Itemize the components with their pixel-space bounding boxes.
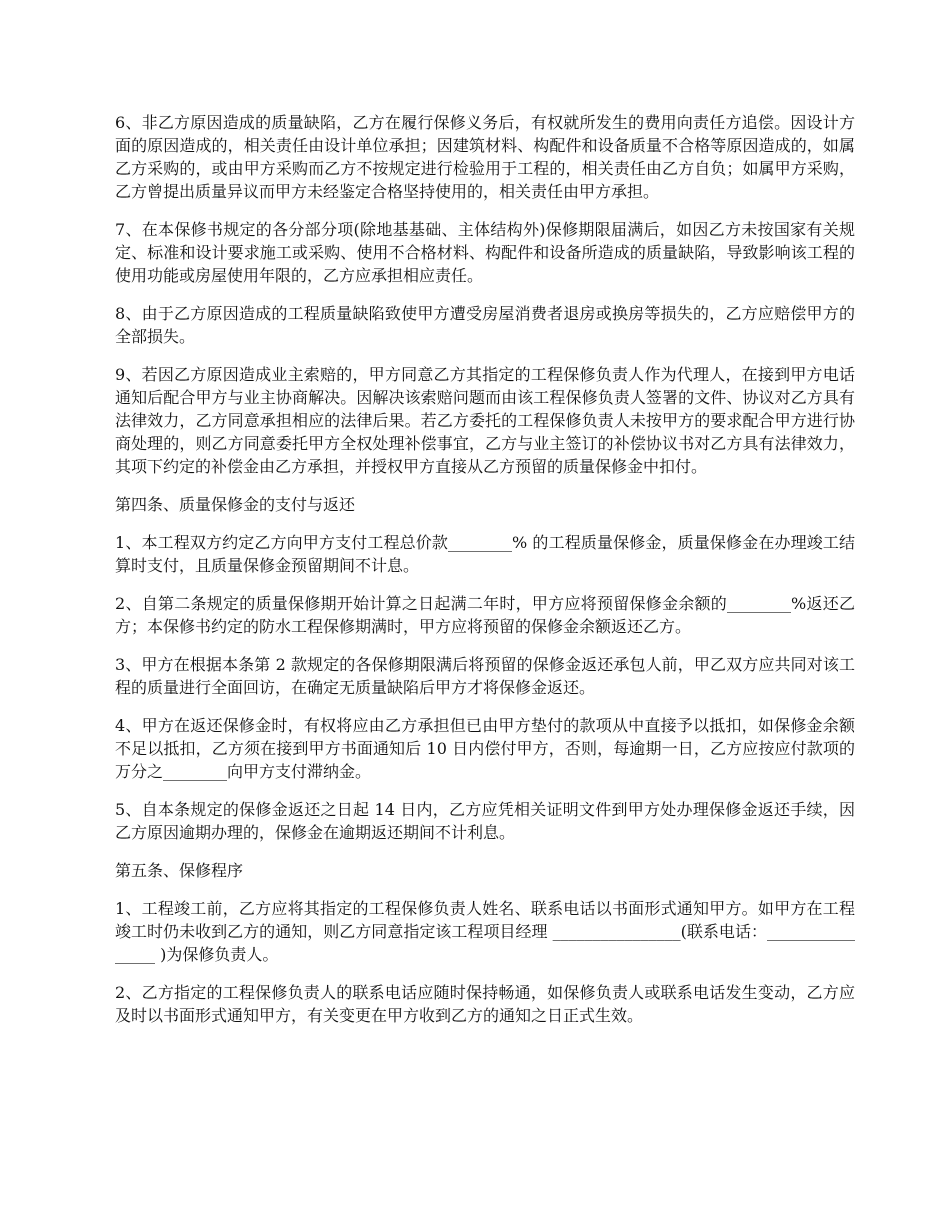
article-5-item-1: 1、工程竣工前，乙方应将其指定的工程保修负责人姓名、联系电话以书面形式通知甲方。如甲方在工程竣工时仍未收到乙方的通知，则乙方同意指定该工程项目经理 ________________(联系电话：________________ )为保修负责人。 [115,899,855,964]
article-4-heading: 第四条、质量保修金的支付与返还 [115,495,356,514]
clause-7-paragraph: 7、在本保修书规定的各分部分项(除地基基础、主体结构外)保修期限届满后，如因乙方未按国家有关规定、标准和设计要求施工或采购、使用不合格材料、构配件和设备所造成的质量缺陷，导致影响该工程的使用功能或房屋使用年限的，乙方应承担相应责任。 [115,220,855,285]
article-4-item-2: 2、自第二条规定的质量保修期开始计算之日起满二年时，甲方应将预留保修金余额的________%返还乙方；本保修书约定的防水工程保修期满时，甲方应将预留的保修金余额返还乙方。 [115,594,855,636]
clause-6-paragraph: 6、非乙方原因造成的质量缺陷，乙方在履行保修义务后，有权就所发生的费用向责任方追偿。因设计方面的原因造成的，相关责任由设计单位承担；因建筑材料、构配件和设备质量不合格等原因造成的，如属乙方采购的，或由甲方采购而乙方不按规定进行检验用于工程的，相关责任由乙方自负；如属甲方采购，乙方曾提出质量异议而甲方未经鉴定合格坚持使用的，相关责任由甲方承担。 [115,113,855,201]
clause-8-paragraph: 8、由于乙方原因造成的工程质量缺陷致使甲方遭受房屋消费者退房或换房等损失的，乙方应赔偿甲方的全部损失。 [115,304,855,346]
article-4-item-5: 5、自本条规定的保修金返还之日起 14 日内，乙方应凭相关证明文件到甲方处办理保修金返还手续，因乙方原因逾期办理的，保修金在逾期返还期间不计利息。 [115,800,855,842]
article-5-item-2: 2、乙方指定的工程保修负责人的联系电话应随时保持畅通，如保修负责人或联系电话发生变动，乙方应及时以书面形式通知甲方，有关变更在甲方收到乙方的通知之日正式生效。 [115,983,855,1025]
article-5-heading: 第五条、保修程序 [115,861,244,880]
article-4-item-1: 1、本工程双方约定乙方向甲方支付工程总价款________% 的工程质量保修金，质量保修金在办理竣工结算时支付，且质量保修金预留期间不计息。 [115,533,855,575]
clause-9-paragraph: 9、若因乙方原因造成业主索赔的，甲方同意乙方其指定的工程保修负责人作为代理人，在接到甲方电话通知后配合甲方与业主协商解决。因解决该索赔问题而由该工程保修负责人签署的文件、协议对乙方具有法律效力，乙方同意承担相应的法律后果。若乙方委托的工程保修负责人未按甲方的要求配合甲方进行协商处理的，则乙方同意委托甲方全权处理补偿事宜，乙方与业主签订的补偿协议书对乙方具有法律效力，其项下约定的补偿金由乙方承担，并授权甲方直接从乙方预留的质量保修金中扣付。 [115,365,855,476]
article-4-item-3: 3、甲方在根据本条第 2 款规定的各保修期限满后将预留的保修金返还承包人前，甲乙双方应共同对该工程的质量进行全面回访，在确定无质量缺陷后甲方才将保修金返还。 [115,655,855,697]
document-page [115,111,855,1042]
article-4-item-4: 4、甲方在返还保修金时，有权将应由乙方承担但已由甲方垫付的款项从中直接予以抵扣，如保修金余额不足以抵扣，乙方须在接到甲方书面通知后 10 日内偿付甲方，否则，每逾期一日，乙方应按应付款项的万分之________向甲方支付滞纳金。 [115,716,855,781]
